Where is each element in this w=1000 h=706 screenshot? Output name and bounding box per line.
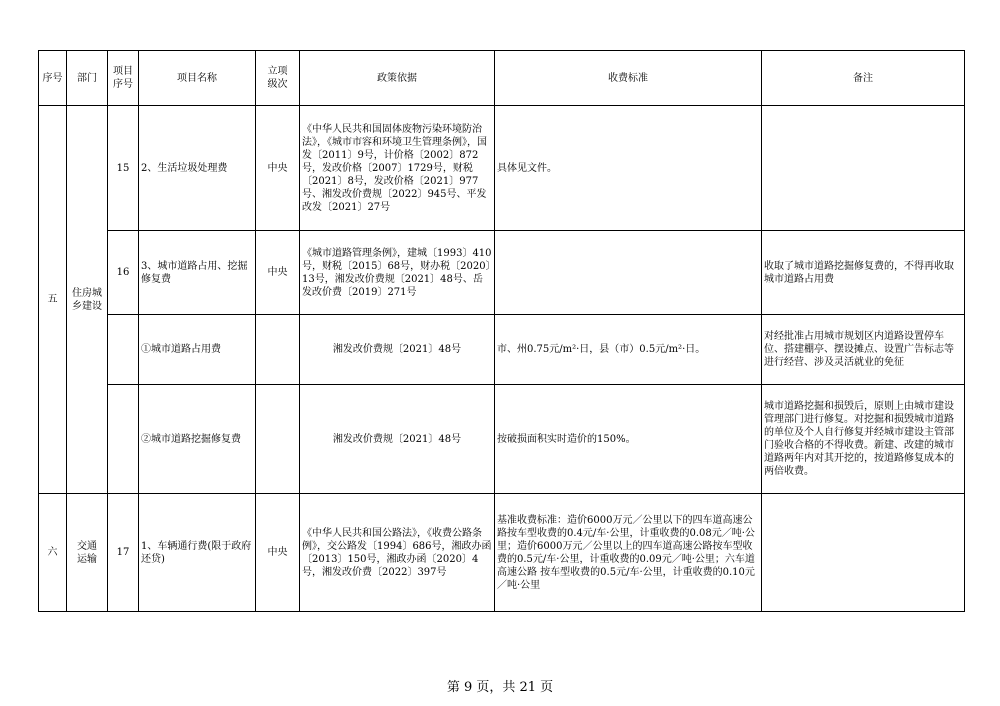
item-policy: 湘发改价费规〔2021〕48号: [300, 315, 495, 385]
item-policy: 《城市道路管理条例》，建城〔1993〕410号，财税〔2015〕68号，财办税〔2020〕13号，湘发改价费规〔2021〕48号、岳发改价费〔2019〕271号: [300, 231, 495, 315]
item-standard: [495, 231, 762, 315]
item-level: 中央: [256, 231, 300, 315]
item-policy: 《中华人民共和国公路法》，《收费公路条例》，交公路发〔1994〕686号，湘政办函〔2013〕150号，湘政办函〔2020〕4号，湘发改价费〔2022〕397号: [300, 494, 495, 612]
fee-table: [38, 50, 965, 612]
item-standard: 市、州0.75元/m²·日，县（市）0.5元/m²·日。: [495, 315, 762, 385]
table-row: [39, 385, 965, 494]
item-name: 1、车辆通行费(限于政府还贷): [139, 494, 256, 612]
table-row: [39, 106, 965, 231]
item-remark: [762, 106, 965, 231]
item-standard: 具体见文件。: [495, 106, 762, 231]
group-seq: 六: [39, 494, 67, 612]
table-row: [39, 315, 965, 385]
item-name: ②城市道路挖掘修复费: [139, 385, 256, 494]
group-dept: 住房城 乡建设: [67, 106, 108, 494]
item-level: [256, 315, 300, 385]
header-level: 立项 级次: [256, 51, 300, 106]
item-seq: [108, 385, 139, 494]
item-remark: [762, 494, 965, 612]
header-row: [39, 51, 965, 106]
item-seq: [108, 315, 139, 385]
table-row: [39, 494, 965, 612]
header-seq: 序号: [39, 51, 67, 106]
item-name: 2、生活垃圾处理费: [139, 106, 256, 231]
item-level: 中央: [256, 494, 300, 612]
item-level: 中央: [256, 106, 300, 231]
item-seq: 16: [108, 231, 139, 315]
header-item-name: 项目名称: [139, 51, 256, 106]
item-level: [256, 385, 300, 494]
item-remark: 收取了城市道路挖掘修复费的，不得再收取城市道路占用费: [762, 231, 965, 315]
item-name: ①城市道路占用费: [139, 315, 256, 385]
group-dept: 交通 运输: [67, 494, 108, 612]
header-item-seq: 项目 序号: [108, 51, 139, 106]
item-standard: 按破损面积实时造价的150%。: [495, 385, 762, 494]
page-footer: 第 9 页，共 21 页: [446, 680, 554, 695]
header-remark: 备注: [762, 51, 965, 106]
group-seq: 五: [39, 106, 67, 494]
item-remark: 城市道路挖掘和损毁后，原则上由城市建设管理部门进行修复。对挖掘和损毁城市道路的单位及个人自行修复并经城市建设主管部门验收合格的不得收费。新建、改建的城市道路两年内对其开挖的，按道路修复成本的两倍收费。: [762, 385, 965, 494]
item-policy: 《中华人民共和国固体废物污染环境防治法》，《城市市容和环境卫生管理条例》，国发〔2011〕9号，计价格〔2002〕872号，发改价格〔2007〕1729号，财税〔2021〕8号，发改价格〔2021〕977号、湘发改价费规〔2022〕945号、平发改发〔2021〕27号: [300, 106, 495, 231]
header-dept: 部门: [67, 51, 108, 106]
item-seq: 17: [108, 494, 139, 612]
item-standard: 基准收费标准：造价6000万元／公里以下的四车道高速公路按车型收费的0.4元/车·公里，计重收费的0.08元／吨·公里；造价6000万元／公里以上的四车道高速公路按车型收费的0.5元/车·公里，计重收费的0.09元／吨·公里；六车道高速公路 按车型收费的0.5元/车·公里，计重收费的0.10元／吨·公里: [495, 494, 762, 612]
item-name: 3、城市道路占用、挖掘修复费: [139, 231, 256, 315]
item-remark: 对经批准占用城市规划区内道路设置停车位、搭建棚亭、摆设摊点、设置广告标志等进行经营、涉及灵活就业的免征: [762, 315, 965, 385]
header-standard: 收费标准: [495, 51, 762, 106]
table-row: [39, 231, 965, 315]
header-policy: 政策依据: [300, 51, 495, 106]
item-seq: 15: [108, 106, 139, 231]
item-policy: 湘发改价费规〔2021〕48号: [300, 385, 495, 494]
